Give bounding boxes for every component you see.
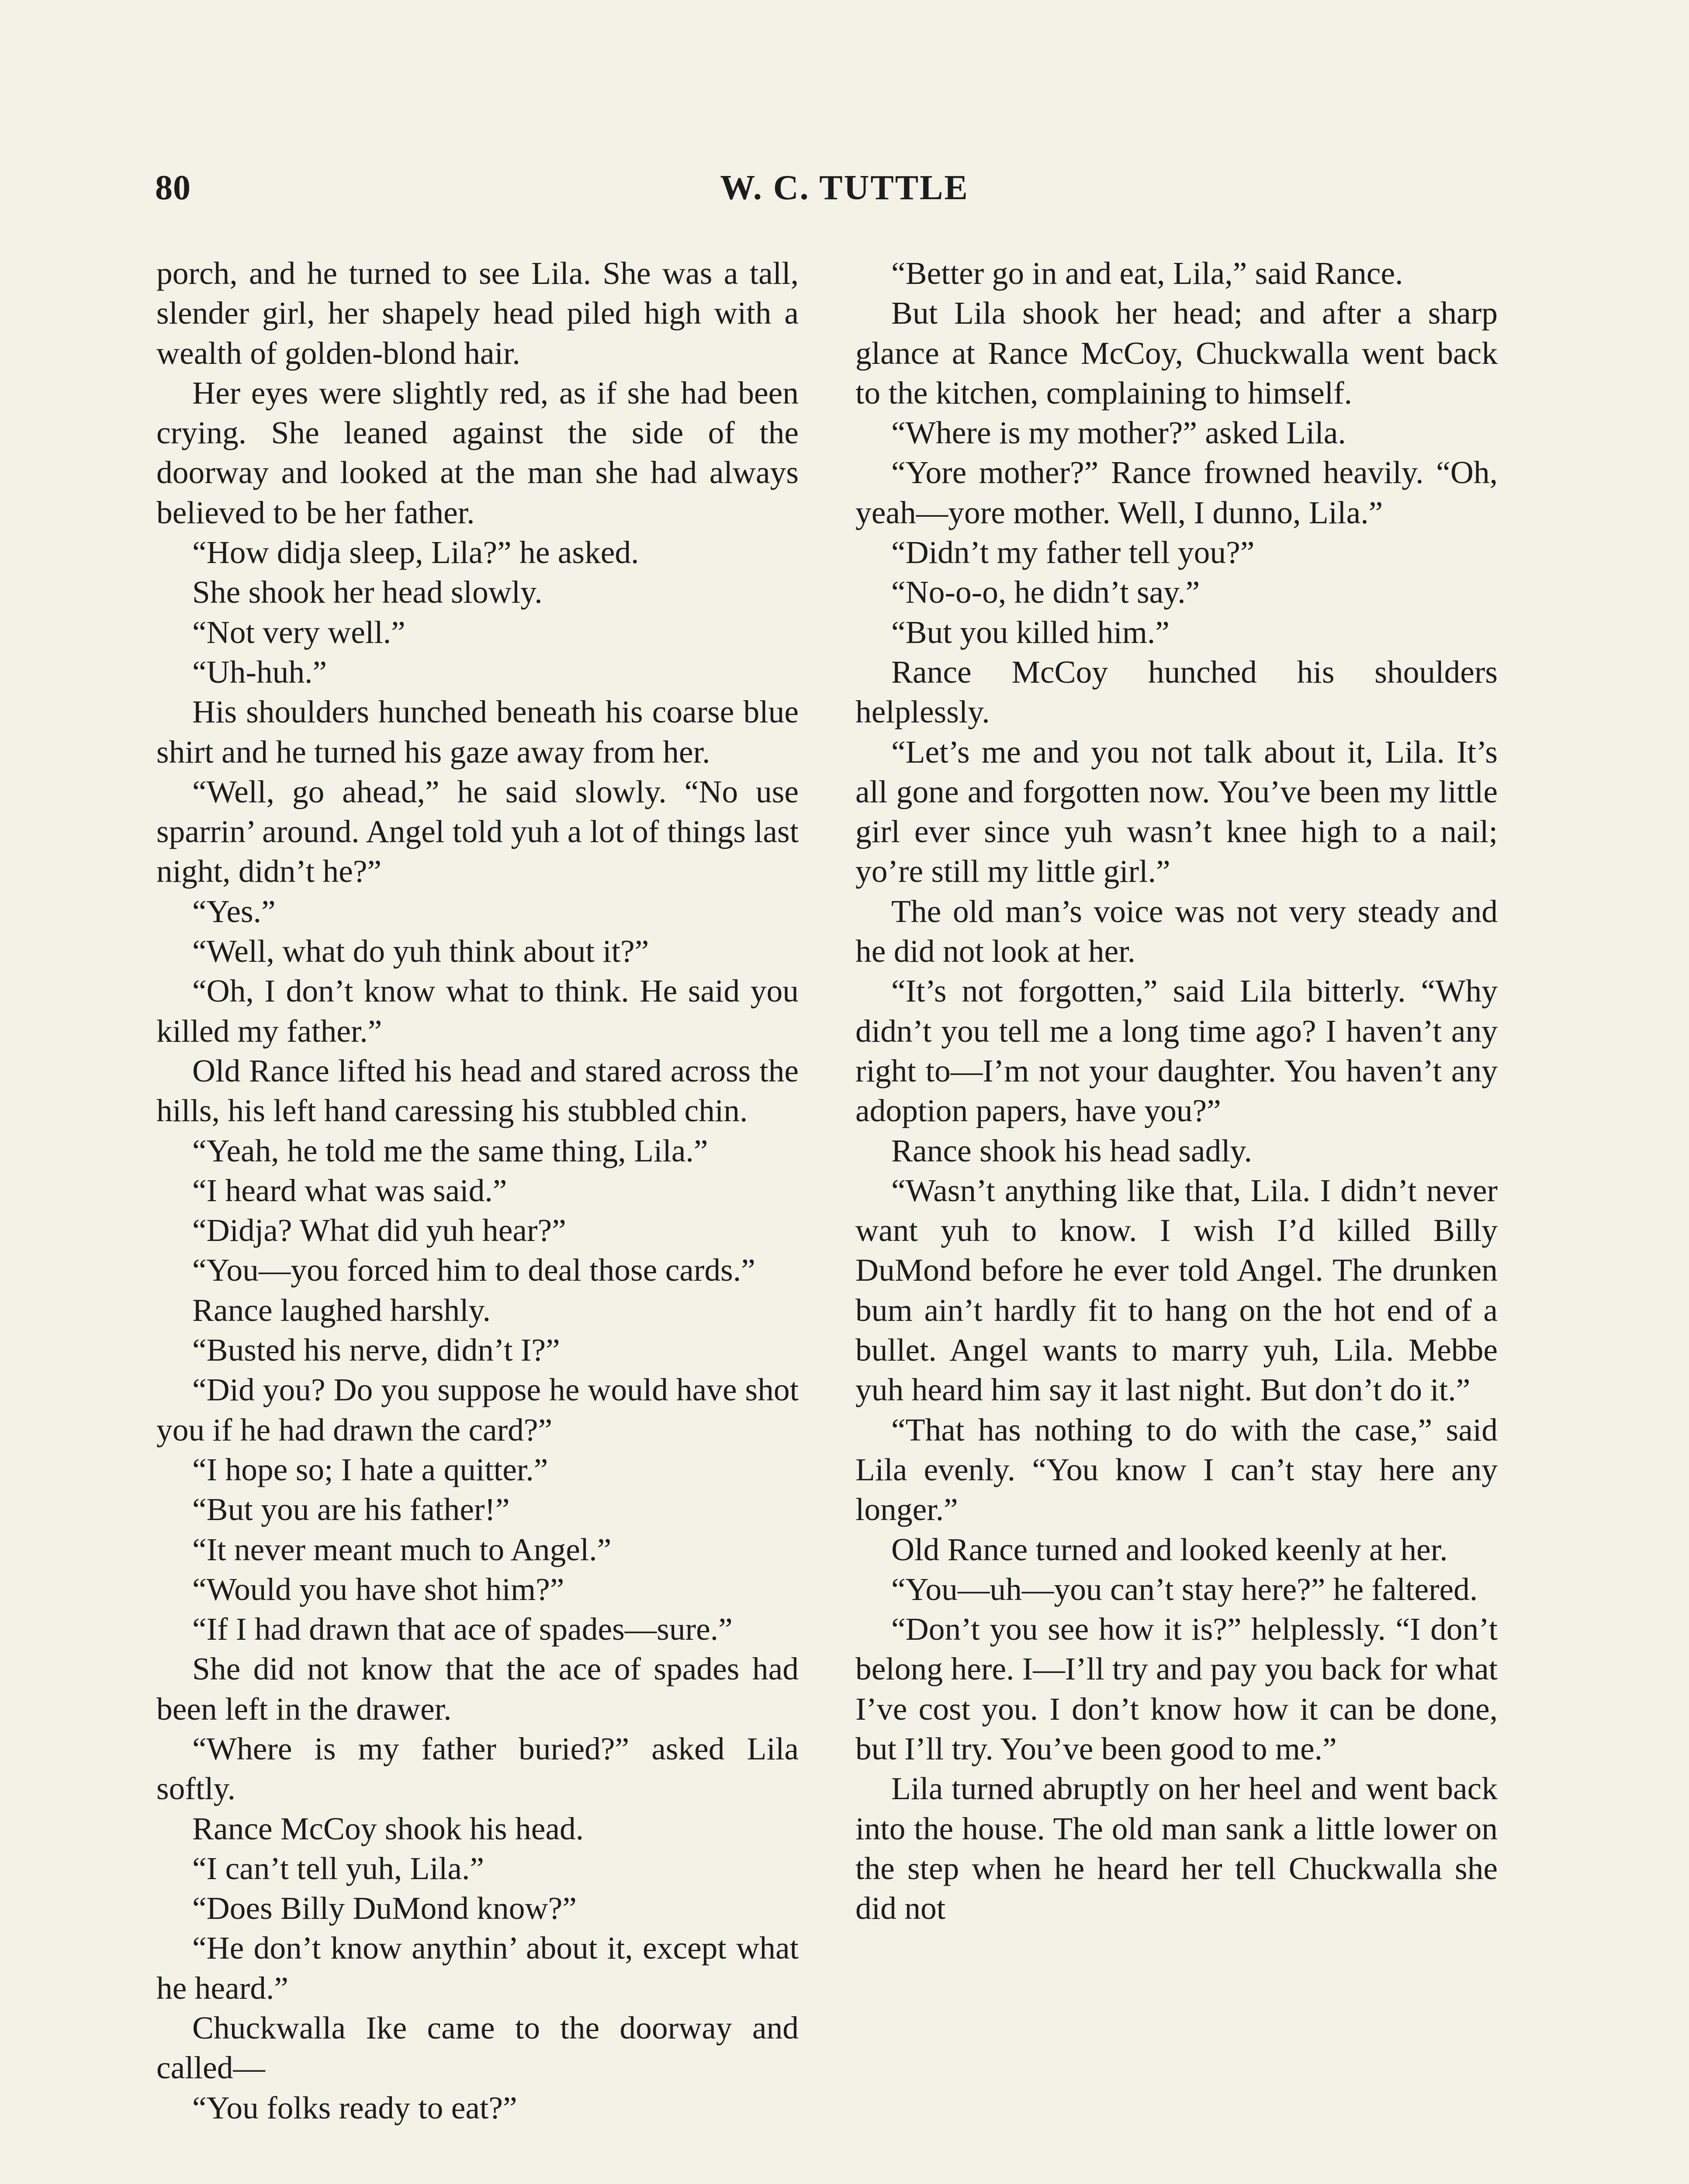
paragraph: “If I had drawn that ace of spades—sure.” <box>192 1611 733 1647</box>
paragraph: “Where is my mother?” asked Lila. <box>891 415 1346 451</box>
paragraph: “Better go in and eat, Lila,” said Rance. <box>891 256 1403 291</box>
paragraph: “That has nothing to do with the case,” said Lila evenly. “You know I can’t stay here any longer.” <box>855 1412 1498 1527</box>
paragraph: “Didja? What did yuh hear?” <box>192 1213 566 1248</box>
paragraph: “But you killed him.” <box>891 614 1170 650</box>
paragraph: “It’s not forgotten,” said Lila bitterly. “Why didn’t you tell me a long time ago? I haven’t any right to—I’m not your daughter. You haven’t any adoption papers, have you?” <box>855 973 1498 1129</box>
paragraph: “Did you? Do you suppose he would have shot you if he had drawn the card?” <box>156 1372 799 1448</box>
text-column-left <box>156 253 799 2128</box>
paragraph: “Yeah, he told me the same thing, Lila.” <box>192 1133 708 1168</box>
paragraph: “Would you have shot him?” <box>192 1571 564 1607</box>
paragraph: Rance shook his head sadly. <box>891 1133 1253 1168</box>
paragraph: His shoulders hunched beneath his coarse blue shirt and he turned his gaze away from her. <box>156 694 799 770</box>
page-number: 80 <box>155 169 191 207</box>
paragraph: “How didja sleep, Lila?” he asked. <box>192 535 639 570</box>
paragraph: “No-o-o, he didn’t say.” <box>891 574 1200 610</box>
paragraph: “Let’s me and you not talk about it, Lila. It’s all gone and forgotten now. You’ve been my little girl ever since yuh wasn’t knee high to a nail; yo’re still my little girl.” <box>855 734 1498 889</box>
paragraph: “But you are his father!” <box>192 1492 510 1527</box>
paragraph: “It never meant much to Angel.” <box>192 1531 612 1567</box>
paragraph: Old Rance lifted his head and stared across the hills, his left hand caressing his stubbled chin. <box>156 1053 799 1129</box>
paragraph: Old Rance turned and looked keenly at her. <box>891 1531 1448 1567</box>
paragraph: “Don’t you see how it is?” helplessly. “I don’t belong here. I—I’ll try and pay you back for what I’ve cost you. I don’t know how it can be done, but I’ll try. You’ve been good to me.” <box>855 1611 1498 1766</box>
paragraph: Her eyes were slightly red, as if she had been crying. She leaned against the side of the doorway and looked at the man she had always believed to be her father. <box>156 375 799 530</box>
paragraph: Rance laughed harshly. <box>192 1292 491 1328</box>
paragraph: “I can’t tell yuh, Lila.” <box>192 1850 485 1886</box>
paragraph: “Didn’t my father tell you?” <box>891 535 1255 570</box>
paragraph: “Where is my father buried?” asked Lila softly. <box>156 1731 799 1807</box>
paragraph: “You—uh—you can’t stay here?” he faltered. <box>891 1571 1478 1607</box>
running-head: W. C. TUTTLE <box>720 169 969 207</box>
paragraph: “Not very well.” <box>192 614 405 650</box>
paragraph: Rance McCoy shook his head. <box>192 1811 584 1846</box>
paragraph: “You folks ready to eat?” <box>192 2090 517 2125</box>
paragraph: But Lila shook her head; and after a sharp glance at Rance McCoy, Chuckwalla went back to the kitchen, complaining to himself. <box>855 295 1498 411</box>
paragraph: “Busted his nerve, didn’t I?” <box>192 1332 560 1368</box>
paragraph: Chuckwalla Ike came to the doorway and called— <box>156 2010 799 2086</box>
paragraph: Lila turned abruptly on her heel and went back into the house. The old man sank a little lower on the step when he heard her tell Chuckwalla she did not <box>855 1771 1498 1926</box>
paragraph: “Wasn’t anything like that, Lila. I didn’t never want yuh to know. I wish I’d killed Billy DuMond before he ever told Angel. The drunken bum ain’t hardly fit to hang on the hot end of a bullet. Angel wants to marry yuh, Lila. Mebbe yuh heard him say it last night. But don’t do it.” <box>855 1172 1498 1408</box>
paragraph: “Yore mother?” Rance frowned heavily. “Oh, yeah—yore mother. Well, I dunno, Lila.” <box>855 455 1498 530</box>
paragraph: “Oh, I don’t know what to think. He said you killed my father.” <box>156 973 799 1049</box>
paragraph: “Yes.” <box>192 893 276 929</box>
paragraph: “I hope so; I hate a quitter.” <box>192 1451 548 1487</box>
paragraph: “Uh-huh.” <box>192 654 327 690</box>
paragraph: “Well, go ahead,” he said slowly. “No use sparrin’ around. Angel told yuh a lot of things last night, didn’t he?” <box>156 774 799 889</box>
paragraph: porch, and he turned to see Lila. She was a tall, slender girl, her shapely head piled high with a wealth of golden-blond hair. <box>156 256 799 371</box>
paragraph: “You—you forced him to deal those cards.” <box>192 1252 755 1288</box>
paragraph: Rance McCoy hunched his shoulders helplessly. <box>855 654 1498 730</box>
paragraph: “Does Billy DuMond know?” <box>192 1890 577 1926</box>
text-column-right <box>855 253 1498 1928</box>
paragraph: “I heard what was said.” <box>192 1172 507 1208</box>
paragraph: She did not know that the ace of spades had been left in the drawer. <box>156 1651 799 1727</box>
paragraph: The old man’s voice was not very steady and he did not look at her. <box>855 893 1498 969</box>
paragraph: “He don’t know anythin’ about it, except what he heard.” <box>156 1930 799 2006</box>
paragraph: She shook her head slowly. <box>192 574 543 610</box>
paragraph: “Well, what do yuh think about it?” <box>192 933 649 969</box>
